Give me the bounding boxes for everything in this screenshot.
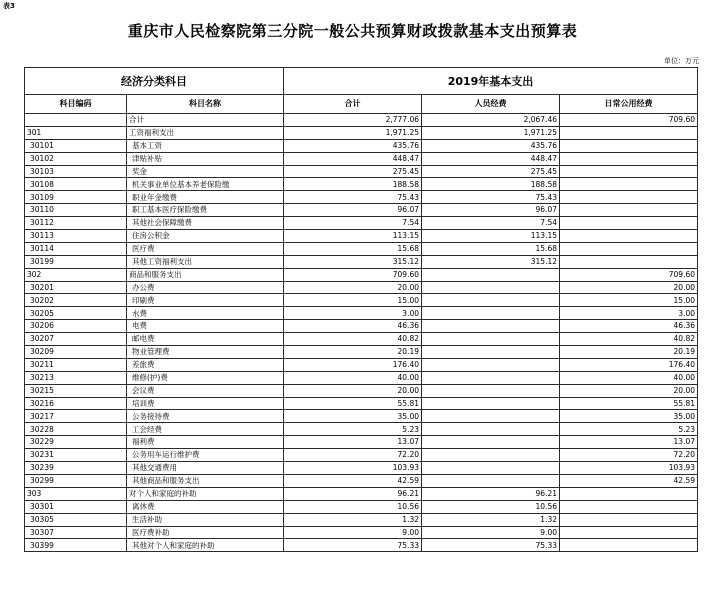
- cell-total: 20.00: [284, 281, 422, 294]
- cell-code: 30102: [25, 152, 127, 165]
- cell-total: 96.21: [284, 487, 422, 500]
- cell-code: 30215: [25, 384, 127, 397]
- cell-code: 30101: [25, 139, 127, 152]
- table-row: [25, 294, 698, 307]
- cell-total: 9.00: [284, 526, 422, 539]
- cell-total: 35.00: [284, 410, 422, 423]
- cell-total: 10.56: [284, 500, 422, 513]
- cell-public: [560, 204, 698, 217]
- cell-personnel: [422, 268, 560, 281]
- cell-name: 工资福利支出: [127, 126, 284, 139]
- cell-code: 30307: [25, 526, 127, 539]
- table-row: [25, 178, 698, 191]
- cell-public: [560, 255, 698, 268]
- cell-name: 生活补助: [127, 513, 284, 526]
- cell-personnel: 113.15: [422, 230, 560, 243]
- group-header-economic-category: 经济分类科目: [25, 68, 284, 95]
- cell-code: 30205: [25, 307, 127, 320]
- cell-total: 15.00: [284, 294, 422, 307]
- table-row: [25, 539, 698, 552]
- cell-total: 46.36: [284, 320, 422, 333]
- cell-name: 水费: [127, 307, 284, 320]
- cell-name: 商品和服务支出: [127, 268, 284, 281]
- cell-public: 20.00: [560, 281, 698, 294]
- cell-personnel: 448.47: [422, 152, 560, 165]
- cell-public: [560, 526, 698, 539]
- cell-public: 40.00: [560, 371, 698, 384]
- cell-code: 30207: [25, 333, 127, 346]
- cell-public: 55.81: [560, 397, 698, 410]
- table-row: [25, 410, 698, 423]
- cell-name: 职业年金缴费: [127, 191, 284, 204]
- cell-code: 30199: [25, 255, 127, 268]
- table-row: [25, 371, 698, 384]
- cell-code: 30103: [25, 165, 127, 178]
- cell-personnel: 96.07: [422, 204, 560, 217]
- cell-name: 差旅费: [127, 358, 284, 371]
- cell-code: 30113: [25, 230, 127, 243]
- cell-name: 公务用车运行维护费: [127, 449, 284, 462]
- table-number-label: 表3: [3, 2, 15, 10]
- table-row: [25, 358, 698, 371]
- cell-code: 301: [25, 126, 127, 139]
- cell-personnel: 435.76: [422, 139, 560, 152]
- cell-public: 103.93: [560, 462, 698, 475]
- cell-public: 15.00: [560, 294, 698, 307]
- cell-personnel: [422, 371, 560, 384]
- column-header-code: 科目编码: [25, 95, 127, 114]
- table-row: [25, 114, 698, 127]
- table-row: [25, 462, 698, 475]
- cell-personnel: 275.45: [422, 165, 560, 178]
- cell-total: 40.82: [284, 333, 422, 346]
- cell-code: 30108: [25, 178, 127, 191]
- cell-code: 30228: [25, 423, 127, 436]
- cell-personnel: [422, 462, 560, 475]
- cell-public: 5.23: [560, 423, 698, 436]
- cell-public: 46.36: [560, 320, 698, 333]
- cell-personnel: 9.00: [422, 526, 560, 539]
- table-row: [25, 346, 698, 359]
- cell-code: [25, 114, 127, 127]
- cell-public: [560, 217, 698, 230]
- cell-personnel: 315.12: [422, 255, 560, 268]
- cell-personnel: [422, 294, 560, 307]
- cell-total: 3.00: [284, 307, 422, 320]
- cell-total: 7.54: [284, 217, 422, 230]
- table-row: [25, 474, 698, 487]
- cell-total: 188.58: [284, 178, 422, 191]
- cell-total: 20.00: [284, 384, 422, 397]
- cell-personnel: 75.43: [422, 191, 560, 204]
- cell-name: 公务接待费: [127, 410, 284, 423]
- cell-public: [560, 165, 698, 178]
- cell-name: 合计: [127, 114, 284, 127]
- cell-public: [560, 539, 698, 552]
- cell-name: 培训费: [127, 397, 284, 410]
- table-row: [25, 423, 698, 436]
- cell-personnel: [422, 346, 560, 359]
- table-row: [25, 487, 698, 500]
- cell-code: 30305: [25, 513, 127, 526]
- cell-name: 电费: [127, 320, 284, 333]
- cell-name: 福利费: [127, 436, 284, 449]
- cell-public: 709.60: [560, 268, 698, 281]
- cell-name: 职工基本医疗保险缴费: [127, 204, 284, 217]
- cell-public: [560, 487, 698, 500]
- table-row: [25, 242, 698, 255]
- cell-total: 1,971.25: [284, 126, 422, 139]
- cell-total: 15.68: [284, 242, 422, 255]
- table-row: [25, 436, 698, 449]
- cell-name: 机关事业单位基本养老保险缴: [127, 178, 284, 191]
- table-row: [25, 384, 698, 397]
- cell-public: 20.00: [560, 384, 698, 397]
- cell-code: 303: [25, 487, 127, 500]
- table-row: [25, 191, 698, 204]
- table-body: [25, 114, 698, 552]
- cell-name: 其他对个人和家庭的补助: [127, 539, 284, 552]
- group-header-basic-expenditure: 2019年基本支出: [284, 68, 698, 95]
- cell-personnel: [422, 333, 560, 346]
- column-header-total: 合计: [284, 95, 422, 114]
- cell-personnel: 75.33: [422, 539, 560, 552]
- cell-total: 96.07: [284, 204, 422, 217]
- header-row-group: [25, 68, 698, 95]
- cell-personnel: [422, 281, 560, 294]
- cell-personnel: [422, 384, 560, 397]
- cell-name: 其他社会保障缴费: [127, 217, 284, 230]
- cell-total: 2,777.06: [284, 114, 422, 127]
- table-row: [25, 139, 698, 152]
- table-row: [25, 320, 698, 333]
- cell-personnel: [422, 474, 560, 487]
- cell-public: 35.00: [560, 410, 698, 423]
- cell-total: 72.20: [284, 449, 422, 462]
- cell-personnel: 7.54: [422, 217, 560, 230]
- cell-name: 医疗费: [127, 242, 284, 255]
- cell-name: 对个人和家庭的补助: [127, 487, 284, 500]
- cell-public: [560, 152, 698, 165]
- cell-code: 30211: [25, 358, 127, 371]
- cell-name: 医疗费补助: [127, 526, 284, 539]
- cell-total: 40.00: [284, 371, 422, 384]
- cell-public: 20.19: [560, 346, 698, 359]
- cell-name: 住房公积金: [127, 230, 284, 243]
- cell-code: 30229: [25, 436, 127, 449]
- cell-public: [560, 126, 698, 139]
- cell-total: 5.23: [284, 423, 422, 436]
- table-row: [25, 204, 698, 217]
- cell-public: [560, 230, 698, 243]
- cell-code: 30109: [25, 191, 127, 204]
- cell-public: 42.59: [560, 474, 698, 487]
- cell-name: 印刷费: [127, 294, 284, 307]
- cell-personnel: 15.68: [422, 242, 560, 255]
- cell-total: 42.59: [284, 474, 422, 487]
- cell-code: 30112: [25, 217, 127, 230]
- cell-personnel: 2,067.46: [422, 114, 560, 127]
- cell-total: 55.81: [284, 397, 422, 410]
- column-header-public: 日常公用经费: [560, 95, 698, 114]
- table-row: [25, 513, 698, 526]
- cell-total: 75.33: [284, 539, 422, 552]
- cell-public: [560, 500, 698, 513]
- table-row: [25, 268, 698, 281]
- cell-total: 315.12: [284, 255, 422, 268]
- cell-total: 113.15: [284, 230, 422, 243]
- cell-public: [560, 242, 698, 255]
- cell-public: 3.00: [560, 307, 698, 320]
- cell-code: 30206: [25, 320, 127, 333]
- cell-name: 物业管理费: [127, 346, 284, 359]
- table-row: [25, 230, 698, 243]
- cell-public: 176.40: [560, 358, 698, 371]
- cell-name: 基本工资: [127, 139, 284, 152]
- table-row: [25, 397, 698, 410]
- cell-personnel: [422, 423, 560, 436]
- table-row: [25, 281, 698, 294]
- cell-code: 30299: [25, 474, 127, 487]
- cell-public: 72.20: [560, 449, 698, 462]
- cell-personnel: 10.56: [422, 500, 560, 513]
- cell-name: 工会经费: [127, 423, 284, 436]
- cell-total: 709.60: [284, 268, 422, 281]
- cell-name: 邮电费: [127, 333, 284, 346]
- table-row: [25, 500, 698, 513]
- cell-public: [560, 513, 698, 526]
- cell-name: 离休费: [127, 500, 284, 513]
- page-title: 重庆市人民检察院第三分院一般公共预算财政拨款基本支出预算表: [127, 22, 578, 40]
- cell-code: 302: [25, 268, 127, 281]
- cell-code: 30114: [25, 242, 127, 255]
- column-header-name: 科目名称: [127, 95, 284, 114]
- cell-total: 13.07: [284, 436, 422, 449]
- cell-code: 30216: [25, 397, 127, 410]
- cell-total: 275.45: [284, 165, 422, 178]
- cell-code: 30209: [25, 346, 127, 359]
- table-row: [25, 152, 698, 165]
- cell-code: 30399: [25, 539, 127, 552]
- cell-code: 30301: [25, 500, 127, 513]
- unit-label: 单位：万元: [664, 57, 699, 65]
- cell-total: 176.40: [284, 358, 422, 371]
- table-row: [25, 255, 698, 268]
- table-row: [25, 126, 698, 139]
- cell-code: 30110: [25, 204, 127, 217]
- cell-total: 20.19: [284, 346, 422, 359]
- cell-name: 奖金: [127, 165, 284, 178]
- cell-public: [560, 191, 698, 204]
- cell-total: 103.93: [284, 462, 422, 475]
- table-row: [25, 307, 698, 320]
- cell-total: 435.76: [284, 139, 422, 152]
- cell-name: 其他工资福利支出: [127, 255, 284, 268]
- cell-personnel: 1.32: [422, 513, 560, 526]
- cell-code: 30217: [25, 410, 127, 423]
- cell-personnel: [422, 410, 560, 423]
- cell-name: 其他商品和服务支出: [127, 474, 284, 487]
- cell-code: 30202: [25, 294, 127, 307]
- cell-public: 13.07: [560, 436, 698, 449]
- cell-code: 30201: [25, 281, 127, 294]
- table-row: [25, 526, 698, 539]
- cell-total: 75.43: [284, 191, 422, 204]
- cell-code: 30213: [25, 371, 127, 384]
- header-row-columns: [25, 95, 698, 114]
- cell-code: 30239: [25, 462, 127, 475]
- cell-personnel: [422, 320, 560, 333]
- cell-total: 448.47: [284, 152, 422, 165]
- cell-personnel: [422, 397, 560, 410]
- cell-public: 709.60: [560, 114, 698, 127]
- cell-personnel: [422, 449, 560, 462]
- budget-table: [24, 67, 698, 552]
- cell-code: 30231: [25, 449, 127, 462]
- cell-name: 其他交通费用: [127, 462, 284, 475]
- cell-personnel: 188.58: [422, 178, 560, 191]
- table-row: [25, 333, 698, 346]
- cell-public: 40.82: [560, 333, 698, 346]
- cell-personnel: [422, 436, 560, 449]
- cell-personnel: 96.21: [422, 487, 560, 500]
- table-row: [25, 217, 698, 230]
- cell-name: 会议费: [127, 384, 284, 397]
- cell-total: 1.32: [284, 513, 422, 526]
- cell-public: [560, 178, 698, 191]
- cell-name: 办公费: [127, 281, 284, 294]
- cell-name: 维修(护)费: [127, 371, 284, 384]
- cell-public: [560, 139, 698, 152]
- table-row: [25, 165, 698, 178]
- cell-personnel: [422, 307, 560, 320]
- column-header-personnel: 人员经费: [422, 95, 560, 114]
- cell-name: 津贴补贴: [127, 152, 284, 165]
- table-row: [25, 449, 698, 462]
- cell-personnel: [422, 358, 560, 371]
- cell-personnel: 1,971.25: [422, 126, 560, 139]
